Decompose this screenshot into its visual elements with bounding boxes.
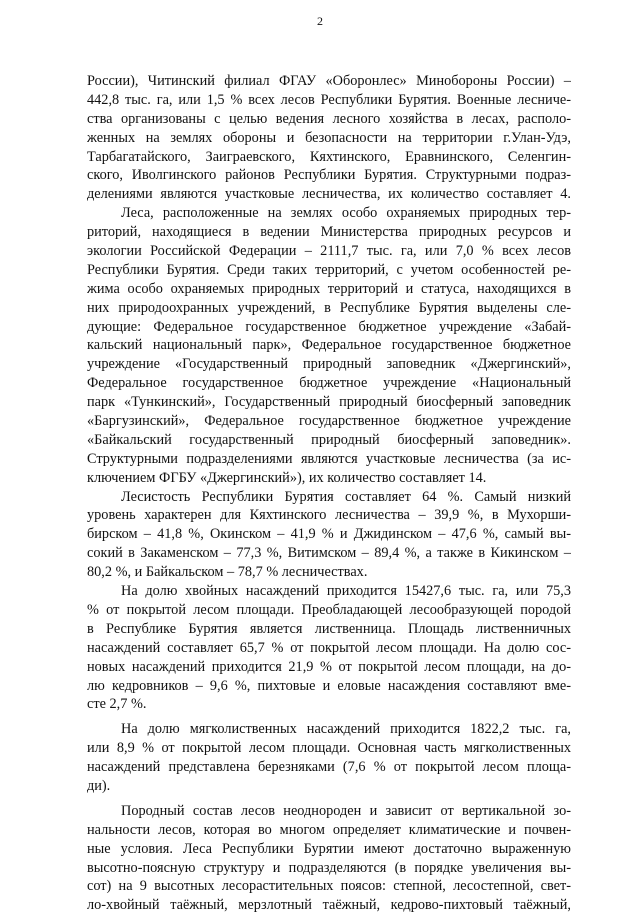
text-line: уровень характерен для Кяхтинского лесничества – 39,9 %, в Мухорши- [87, 507, 571, 524]
paragraph-coniferous [87, 582, 571, 714]
text-line: % от покрытой лесом площади. Преобладающей лесообразующей породой [87, 601, 571, 618]
text-line: новых насаждений приходится 21,9 % от покрытой лесом площади, на до- [87, 658, 571, 675]
text-line: или 8,9 % от покрытой лесом площади. Основная часть мягколиственных [87, 740, 571, 757]
paragraph-military-forestry [87, 72, 571, 204]
text-line: насаждений представлена березняками (7,6 % от покрытой лесом площа- [87, 759, 571, 776]
text-line: Леса, расположенные на землях особо охраняемых природных тер- [121, 205, 571, 222]
text-line: ло-хвойный таёжный, мерзлотный таёжный, кедрово-пихтовый таёжный, [87, 897, 571, 914]
text-line: жима особо охраняемых природных территорий и статуса, находящихся в [87, 280, 571, 297]
text-line: парк «Тункинский», Государственный природный биосферный заповедник [87, 394, 571, 411]
text-line: высотно-поясную структуру и подразделяются (в порядке увеличения вы- [87, 859, 571, 876]
text-line: «Байкальский государственный природный биосферный заповедник». [87, 431, 571, 448]
text-line: экологии Российской Федерации – 2111,7 тыс. га, или 7,0 % всех лесов [87, 243, 571, 260]
text-line: учреждение «Государственный природный заповедник «Джергинский», [87, 356, 571, 373]
text-line: делениями являются участковые лесничества, их количество составляет 4. [87, 186, 571, 203]
text-line: сот) на 9 высотных лесорастительных поясов: степной, лесостепной, свет- [87, 878, 571, 895]
text-line: ключением ФГБУ «Джергинский»), их количество составляет 14. [87, 469, 487, 486]
paragraph-forest-cover [87, 488, 571, 582]
text-line: насаждений составляет 65,7 % от покрытой лесом площади. На долю сос- [87, 639, 571, 656]
text-line: «Баргузинский», Федеральное государственное бюджетное учреждение [87, 413, 571, 430]
text-line: Структурными подразделениями являются участковые лесничества (за ис- [87, 450, 571, 467]
paragraph-species-composition [87, 802, 571, 915]
text-line: ные условия. Леса Республики Бурятии имеют достаточно выраженную [87, 840, 571, 857]
document-body [87, 72, 571, 915]
text-line: 80,2 %, и Байкальском – 78,7 % лесничествах. [87, 564, 368, 581]
text-line: бирском – 41,8 %, Окинском – 41,9 % и Джидинском – 47,6 %, самый вы- [87, 526, 571, 543]
text-line: ского, Иволгинского районов Республики Бурятия. Структурными подраз- [87, 167, 571, 184]
text-line: риторий, находящиеся в ведении Министерства природных ресурсов и [87, 224, 571, 241]
page-number: 2 [317, 14, 323, 28]
text-line: Республики Бурятия. Среди таких территорий, с учетом особенностей ре- [87, 261, 571, 278]
text-line: сте 2,7 %. [87, 696, 147, 713]
text-line: лю кедровников – 9,6 %, пихтовые и еловые насаждения составляют вме- [87, 677, 571, 694]
text-line: них природоохранных учреждений, в Республике Бурятия выделены сле- [87, 299, 571, 316]
text-line: кальский национальный парк», Федеральное государственное бюджетное [87, 337, 571, 354]
text-line: ди). [87, 777, 111, 794]
paragraph-softwood [87, 720, 571, 796]
text-line: России), Читинский филиал ФГАУ «Оборонлес» Минобороны России) – [87, 73, 571, 89]
text-line: Лесистость Республики Бурятия составляет 64 %. Самый низкий [121, 488, 571, 505]
text-line: дующие: Федеральное государственное бюджетное учреждение «Забай- [87, 318, 571, 335]
text-line: На долю мягколиственных насаждений приходится 1822,2 тыс. га, [121, 721, 571, 738]
text-line: 442,8 тыс. га, или 1,5 % всех лесов Республики Бурятия. Военные лесниче- [87, 91, 571, 108]
paragraph-protected-areas [87, 204, 571, 487]
text-line: На долю хвойных насаждений приходится 15427,6 тыс. га, или 75,3 [121, 583, 571, 600]
text-line: ства организованы с целью ведения лесного хозяйства в лесах, располо- [87, 110, 571, 127]
text-line: Тарбагатайского, Заиграевского, Кяхтинского, Еравнинского, Селенгин- [87, 148, 571, 165]
text-line: Федеральное государственное бюджетное учреждение «Национальный [87, 375, 571, 392]
text-line: женных на землях обороны и безопасности на территории г.Улан-Удэ, [87, 129, 571, 146]
text-line: Породный состав лесов неоднороден и зависит от вертикальной зо- [121, 802, 571, 819]
text-line: сокий в Закаменском – 77,3 %, Витимском – 89,4 %, а также в Кикинском – [87, 545, 571, 562]
text-line: нальности лесов, которая во многом определяет климатические и почвен- [87, 821, 571, 838]
text-line: в Республике Бурятия является лиственница. Площадь лиственничных [87, 620, 571, 637]
